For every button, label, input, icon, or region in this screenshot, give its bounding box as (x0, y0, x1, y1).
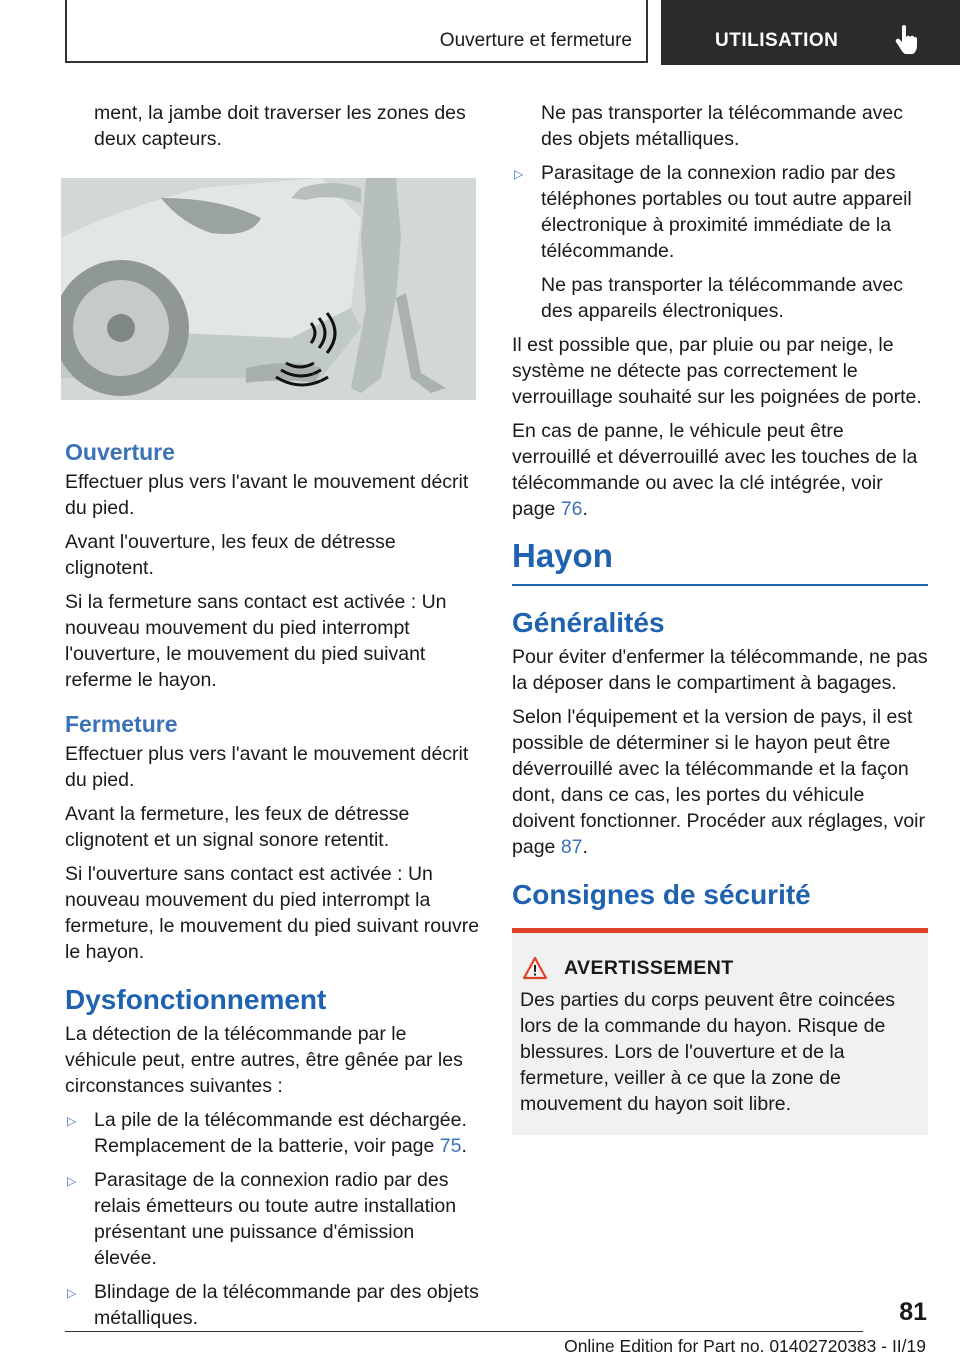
header-section-label: UTILISATION (715, 30, 839, 51)
rain-snow-note: Il est possible que, par pluie ou par neige, le système ne détecte pas correctement le verrouillage souhaité sur les poignées de porte. (512, 334, 922, 408)
generalites-p2: Selon l'équipement et la version de pays, il est possible de déterminer si le hayon peut être déverrouillé avec la télécommande et la façon dont, dans ce cas, les portes du véhicule doivent fonctionner. Procéder aux réglages, voir page 87. (512, 706, 925, 858)
dysfonctionnement-intro: La détection de la télécommande par le véhicule peut, entre autres, être gênée par les circonstances suivantes : (65, 1023, 463, 1097)
fermeture-p1: Effectuer plus vers l'avant le mouvement décrit du pied. (65, 743, 469, 791)
page-number: 81 (899, 1298, 927, 1326)
hayon-heading: Hayon (512, 534, 928, 586)
footer-edition: Online Edition for Part no. 01402720383 - II/19 (564, 1336, 926, 1356)
warning-title: AVERTISSEMENT (564, 957, 734, 979)
hand-pointer-icon (895, 24, 921, 56)
fermeture-heading: Fermeture (65, 711, 178, 737)
triangle-bullet-icon: ▷ (67, 1114, 77, 1128)
footer-rule (65, 1331, 863, 1332)
triangle-bullet-icon: ▷ (67, 1286, 77, 1300)
warning-triangle-icon (522, 956, 548, 980)
breakdown-note-text: En cas de panne, le véhicule peut être verrouillé et déverrouillé avec les touches de la télécommande ou avec la clé intégrée, voir page (512, 420, 918, 520)
header-chapter-box (65, 0, 648, 63)
list-item-text: Blindage de la télécommande par des objets métalliques. (94, 1281, 479, 1329)
list-item-text: La pile de la télécommande est déchargée. Remplacement de la batterie, voir page (94, 1109, 467, 1157)
continued-text: ment, la jambe doit traverser les zones des deux capteurs. (94, 102, 466, 150)
generalites-heading: Généralités (512, 607, 665, 638)
list-item-text: Parasitage de la connexion radio par des relais émetteurs ou toute autre installation présentant une puissance d'émission élevée. (94, 1169, 457, 1269)
generalites-p2-text: Selon l'équipement et la version de pays, il est possible de déterminer si le hayon peut être déverrouillé avec la télécommande et la façon dont, dans ce cas, les portes du véhicule doivent fonctionner. Procéder aux réglages, voir page (512, 706, 925, 858)
left-column (65, 100, 480, 1339)
list-item-note: Ne pas transporter la télécommande avec des appareils électroniques. (541, 274, 904, 322)
list-item-text: Parasitage de la connexion radio par des téléphones portables ou tout autre appareil électronique à proximité immédiate de la télécommande. (541, 162, 912, 262)
warning-box (512, 928, 928, 1135)
ouverture-p2: Avant l'ouverture, les feux de détresse clignotent. (65, 531, 396, 579)
ouverture-heading: Ouverture (65, 439, 175, 465)
page-link-76[interactable]: 76 (560, 498, 583, 520)
header-chapter-title: Ouverture et fermeture (439, 30, 632, 51)
right-column (512, 100, 928, 1135)
ouverture-p1: Effectuer plus vers l'avant le mouvement décrit du pied. (65, 471, 469, 519)
triangle-bullet-icon: ▷ (67, 1174, 77, 1188)
warning-text: Des parties du corps peuvent être coincées lors de la commande du hayon. Risque de blessures. Lors de l'ouverture et de la fermeture, veiller à ce que la zone de mouvement du hayon soit libre. (520, 989, 896, 1115)
page-link-87[interactable]: 87 (560, 836, 583, 858)
consignes-heading: Consignes de sécurité (512, 879, 811, 910)
fermeture-p3: Si l'ouverture sans contact est activée : Un nouveau mouvement du pied interrompt la fermeture, le mouvement du pied suivant rouvre le hayon. (65, 863, 480, 963)
fermeture-p2: Avant la fermeture, les feux de détresse clignotent et un signal sonore retentit. (65, 803, 410, 851)
kick-sensor-illustration (61, 178, 476, 400)
breakdown-note: En cas de panne, le véhicule peut être verrouillé et déverrouillé avec les touches de la télécommande ou avec la clé intégrée, voir page 76. (512, 420, 918, 520)
list-item (65, 1167, 480, 1271)
generalites-p1: Pour éviter d'enfermer la télécommande, ne pas la déposer dans le compartiment à bagages. (512, 646, 928, 694)
list-item: ▷ La pile de la télécommande est déchargée. Remplacement de la batterie, voir page 75. (67, 1109, 467, 1157)
triangle-bullet-icon: ▷ (514, 167, 524, 181)
page-link-75[interactable]: 75 (439, 1135, 462, 1157)
continued-text: Ne pas transporter la télécommande avec des objets métalliques. (541, 102, 904, 150)
list-item (512, 160, 928, 264)
warning-header (520, 955, 920, 981)
ouverture-p3: Si la fermeture sans contact est activée : Un nouveau mouvement du pied interrompt l'ouverture, le mouvement du pied suivant referme le hayon. (65, 591, 447, 691)
list-item (65, 1279, 480, 1331)
dysfonctionnement-heading: Dysfonctionnement (65, 984, 327, 1015)
header-section-tab (661, 0, 960, 65)
